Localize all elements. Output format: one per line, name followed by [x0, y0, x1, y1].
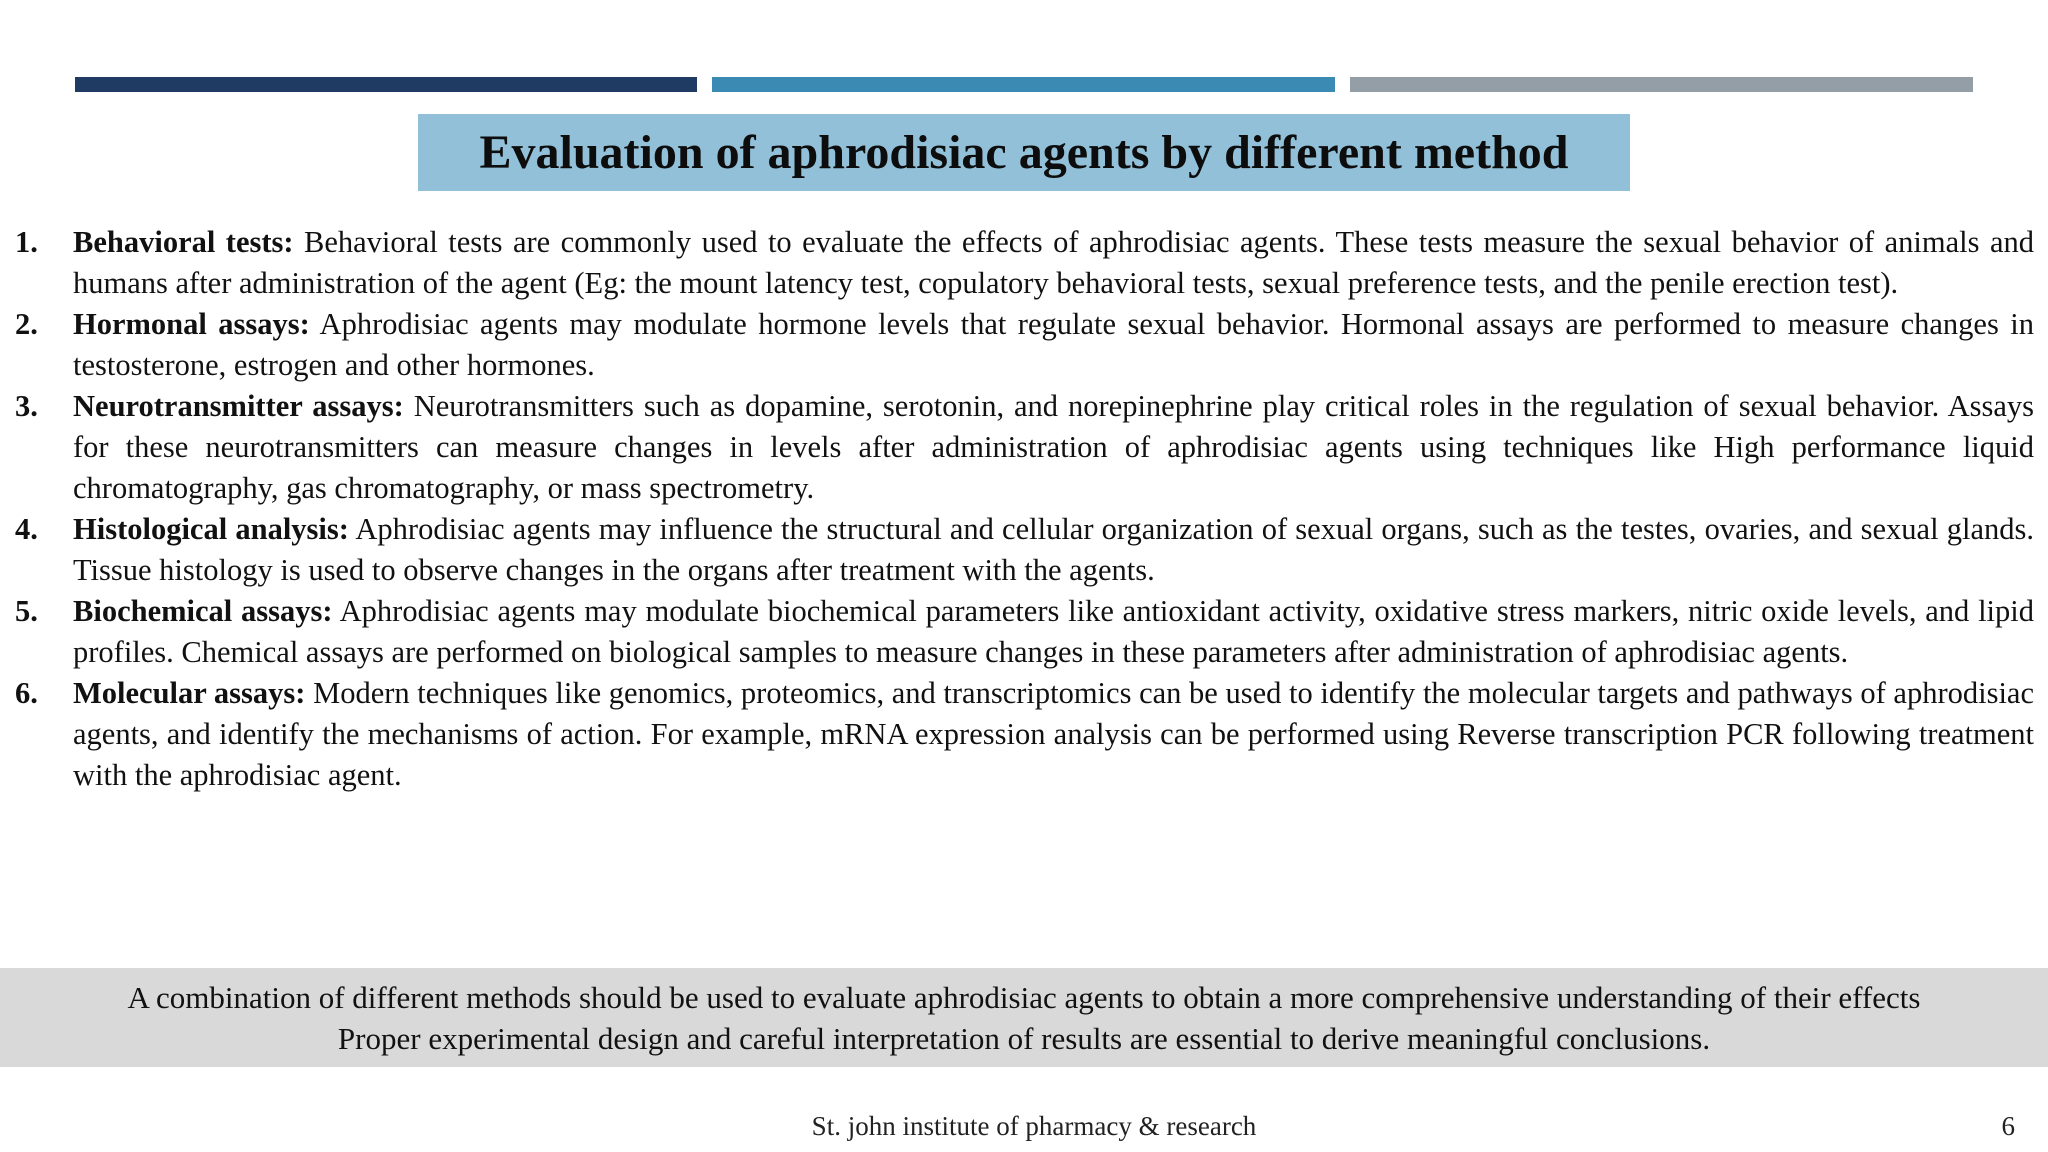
list-item: [0, 386, 2034, 509]
list-item-term: Hormonal assays:: [73, 307, 310, 341]
list-item-text: Aphrodisiac agents may modulate biochemical parameters like antioxidant activity, oxidative stress markers, nitric oxide levels, and lipid profiles. Chemical assays are performed on biological samples to measure changes in these parameters after administration of aphrodisiac agents.: [73, 594, 2034, 669]
list-item: [0, 222, 2034, 304]
top-accent-bar-gray: [1350, 77, 1973, 92]
footer-institute-name: St. john institute of pharmacy & research: [811, 1111, 1257, 1141]
list-item: [0, 304, 2034, 386]
top-accent-bar-dark-blue: [75, 77, 697, 92]
list-item-term: Biochemical assays:: [73, 594, 333, 628]
slide-page-number: 6: [2001, 1111, 2015, 1141]
list-item-number: 2.: [15, 307, 38, 341]
list-item-term: Histological analysis:: [73, 512, 349, 546]
summary-band: [0, 968, 2048, 1067]
slide-title: Evaluation of aphrodisiac agents by different method: [479, 126, 1569, 179]
top-accent-bar-blue: [712, 77, 1335, 92]
list-item-number: 5.: [15, 594, 38, 628]
list-item: [0, 509, 2034, 591]
list-item-term: Behavioral tests:: [73, 225, 294, 259]
list-item: [0, 591, 2034, 673]
list-item-text: Neurotransmitters such as dopamine, serotonin, and norepinephrine play critical roles in the regulation of sexual behavior. Assays for these neurotransmitters can measure changes in levels after administration of aphrodisiac agents using techniques like High performance liquid chromatography, gas chromatography, or mass spectrometry.: [73, 389, 2034, 505]
list-item: [0, 673, 2034, 796]
summary-line-2: Proper experimental design and careful interpretation of results are essential to derive meaningful conclusions.: [337, 1020, 1711, 1056]
list-item-number: 3.: [15, 389, 38, 423]
list-item-number: 6.: [15, 676, 38, 710]
list-item-number: 1.: [15, 225, 38, 259]
list-item-text: Aphrodisiac agents may influence the structural and cellular organization of sexual organs, such as the testes, ovaries, and sexual glands. Tissue histology is used to observe changes in the organs after treatment with the agents.: [73, 512, 2034, 587]
list-item-number: 4.: [15, 512, 38, 546]
method-list: [0, 222, 2034, 796]
list-item-term: Neurotransmitter assays:: [73, 389, 404, 423]
slide-title-box: [418, 114, 1630, 191]
list-item-text: Modern techniques like genomics, proteomics, and transcriptomics can be used to identify the molecular targets and pathways of aphrodisiac agents, and identify the mechanisms of action. For example, mRNA expression analysis can be performed using Reverse transcription PCR following treatment with the aphrodisiac agent.: [73, 676, 2035, 792]
list-item-text: Behavioral tests are commonly used to evaluate the effects of aphrodisiac agents. These tests measure the sexual behavior of animals and humans after administration of the agent (Eg: the mount latency test, copulatory behavioral tests, sexual preference tests, and the penile erection test).: [73, 225, 2034, 300]
summary-line-1: A combination of different methods should be used to evaluate aphrodisiac agents to obtain a more comprehensive understanding of their effects: [127, 979, 1921, 1015]
list-item-text: Aphrodisiac agents may modulate hormone levels that regulate sexual behavior. Hormonal assays are performed to measure changes in testosterone, estrogen and other hormones.: [73, 307, 2034, 382]
list-item-term: Molecular assays:: [73, 676, 306, 710]
